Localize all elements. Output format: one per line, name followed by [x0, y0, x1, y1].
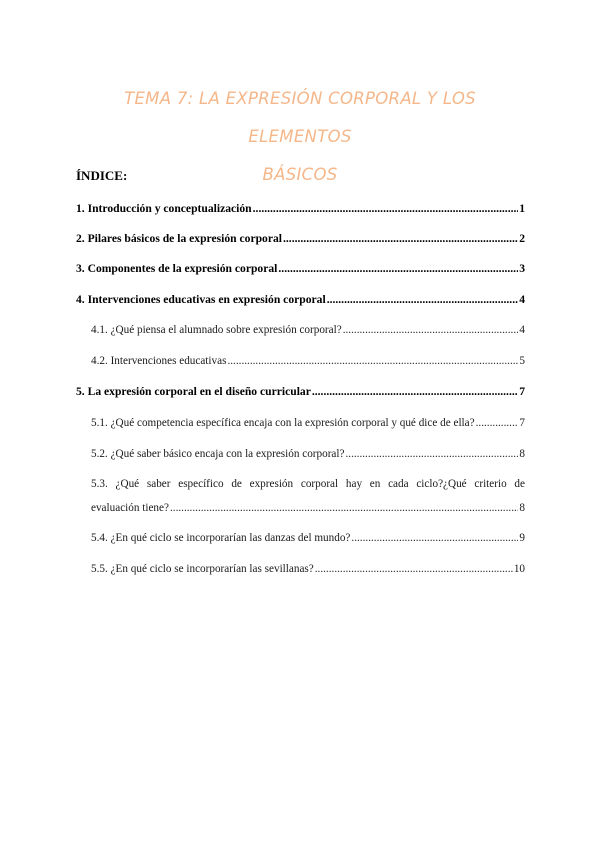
toc-entry-5-2[interactable]	[91, 446, 525, 462]
toc-entry-text: 2. Pilares básicos de la expresión corporal	[76, 232, 282, 245]
toc-entry-3[interactable]	[76, 261, 525, 277]
toc-page-number: 7	[519, 385, 525, 398]
toc-page-number: 5	[519, 355, 525, 367]
toc-entry-5-1[interactable]	[91, 415, 525, 431]
toc-leader-dots	[283, 231, 518, 247]
toc-page-number: 2	[519, 232, 525, 245]
toc-page-number: 4	[519, 324, 525, 336]
document-title	[70, 80, 530, 194]
toc-page-number: 10	[513, 563, 525, 575]
toc-entry-text: 5. La expresión corporal en el diseño curricular	[76, 385, 311, 398]
toc-page-number: 9	[519, 532, 525, 544]
toc-entry-text: 5.2. ¿Qué saber básico encaja con la expresión corporal?	[91, 448, 345, 460]
toc-entry-4-2[interactable]	[91, 353, 525, 369]
toc-entry-line-2	[91, 496, 525, 520]
toc-entry-text: 5.1. ¿Qué competencia específica encaja con la expresión corporal y qué dice de ella?	[91, 417, 475, 429]
toc-entry-text: 1. Introducción y conceptualización	[76, 202, 252, 215]
toc-entry-text-line-1: 5.3. ¿Qué saber específico de expresión corporal hay en cada ciclo?¿Qué criterio de	[91, 478, 525, 490]
title-line-1: TEMA 7: LA EXPRESIÓN CORPORAL Y LOS ELEMENTOS	[124, 89, 476, 146]
toc-entry-text: 4.2. Intervenciones educativas	[91, 355, 227, 367]
toc-entry-5[interactable]	[76, 384, 525, 400]
toc-entry-5-4[interactable]	[91, 530, 525, 546]
title-line-2: BÁSICOS	[262, 165, 338, 184]
toc-entry-4[interactable]	[76, 292, 525, 308]
toc-leader-dots	[343, 322, 519, 338]
toc-leader-dots	[227, 353, 518, 369]
toc-leader-dots	[476, 415, 519, 431]
toc-page-number: 3	[519, 262, 525, 275]
toc-page-number: 1	[519, 202, 525, 215]
toc-entry-text-line-2: evaluación tiene?	[91, 502, 169, 514]
toc-entry-1[interactable]	[76, 201, 525, 217]
toc-entry-5-5[interactable]	[91, 561, 525, 577]
index-heading: ÍNDICE:	[76, 168, 128, 183]
toc-page-number: 8	[519, 448, 525, 460]
toc-leader-dots	[253, 201, 519, 217]
toc-page-number: 7	[519, 417, 525, 429]
toc-entry-text: 4.1. ¿Qué piensa el alumnado sobre expresión corporal?	[91, 324, 342, 336]
toc-entry-text: 3. Componentes de la expresión corporal	[76, 262, 278, 275]
toc-entry-4-1[interactable]	[91, 322, 525, 338]
toc-leader-dots	[351, 530, 518, 546]
toc-leader-dots	[312, 384, 518, 400]
toc-entry-text: 4. Intervenciones educativas en expresión corporal	[76, 293, 326, 306]
toc-entry-2[interactable]	[76, 231, 525, 247]
toc-page-number: 8	[519, 502, 525, 514]
toc-entry-5-3[interactable]	[91, 472, 525, 520]
toc-entry-text: 5.5. ¿En qué ciclo se incorporarían las sevillanas?	[91, 563, 314, 575]
toc-page-number: 4	[519, 293, 525, 306]
toc-leader-dots	[170, 496, 518, 520]
toc-leader-dots	[345, 446, 518, 462]
toc-leader-dots	[315, 561, 513, 577]
toc-leader-dots	[327, 292, 519, 308]
toc-leader-dots	[278, 261, 518, 277]
toc-entry-text: 5.4. ¿En qué ciclo se incorporarían las danzas del mundo?	[91, 532, 351, 544]
